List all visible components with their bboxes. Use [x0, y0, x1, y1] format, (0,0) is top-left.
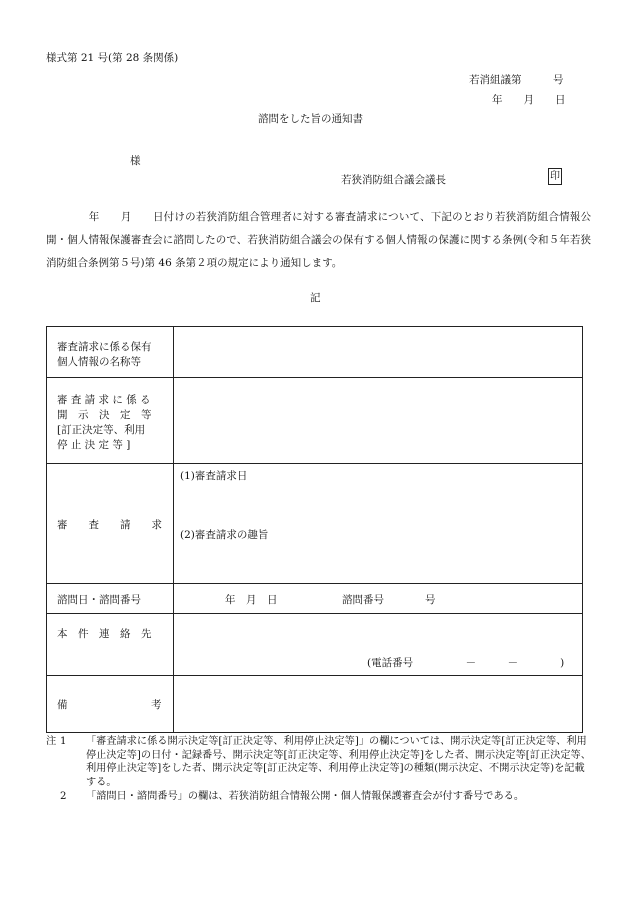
- label-line: 審査請求に係る保有: [57, 341, 152, 353]
- sender-name: 若狭消防組合議会議長: [341, 174, 446, 186]
- label-line: 停 止 決 定 等 ]: [57, 439, 131, 451]
- note-text: 「諮問日・諮問番号」の欄は、若狭消防組合情報公開・個人情報保護審査会が付す番号である。: [86, 791, 525, 802]
- value-cell[interactable]: [174, 676, 582, 732]
- inquiry-number-suffix: 号: [425, 594, 436, 606]
- label-line: [訂正決定等、利用: [57, 424, 146, 436]
- seal-mark: 印: [548, 168, 562, 185]
- table-row: [47, 676, 582, 732]
- value-cell[interactable]: [174, 327, 582, 377]
- label-line: 審 査 請 求 に 係 る: [57, 394, 151, 406]
- row-label: [47, 464, 174, 583]
- note-number: 1: [60, 736, 67, 747]
- phone-number-field: (電話番号 － － ): [367, 657, 565, 669]
- label-line: 諮問日・諮問番号: [57, 594, 141, 606]
- inquiry-date: 年 月 日: [225, 594, 278, 606]
- body-paragraph: 年 月 日付けの若狭消防組合管理者に対する審査請求について、下記のとおり若狭消防組合情報公開・個人情報保護審査会に諮問したので、若狭消防組合議会の保有する個人情報の保護に関する条例(令和５年若狭消防組合条例第５号)第 46 条第２項の規定により通知します。: [46, 211, 591, 269]
- label-line: 開 示 決 定 等: [57, 409, 152, 421]
- row-label: [47, 378, 174, 463]
- note-number: 2: [60, 791, 67, 802]
- value-cell[interactable]: [174, 614, 582, 675]
- document-title: 諮問をした旨の通知書: [258, 113, 363, 125]
- table-row: [47, 378, 582, 464]
- label-line: 個人情報の名称等: [57, 356, 141, 368]
- inquiry-number-label: 諮問番号: [342, 594, 384, 606]
- value-cell[interactable]: [174, 464, 582, 583]
- note-text: 「審査請求に係る開示決定等[訂正決定等、利用停止決定等]」の欄については、開示決定等[訂正決定等、利用停止決定等]の日付・記録番号、開示決定等[訂正決定等、利用停止決定等]をした者、開示決定等[訂正決定等、利用停止決定等]をした者、開示決定等[訂正決定等、利用停止決定等]の種類(開示決定、不開示決定等)を記載する。: [86, 736, 591, 788]
- note-prefix: 注: [46, 736, 57, 747]
- value-cell[interactable]: [174, 584, 582, 613]
- table-row: [47, 614, 582, 676]
- note-item: [46, 790, 591, 804]
- addressee-honorific: 様: [130, 155, 141, 167]
- row-label: [47, 676, 174, 732]
- ki-heading: 記: [310, 292, 321, 304]
- row-label: [47, 584, 174, 613]
- row-label: [47, 327, 174, 377]
- note-item: [46, 735, 591, 789]
- label-line: 本 件 連 絡 先: [57, 628, 152, 640]
- form-number: 様式第 21 号(第 28 条関係): [46, 52, 179, 64]
- document-number: 若消組議第 号: [469, 74, 564, 86]
- document-date: 年 月 日: [492, 94, 566, 106]
- value-cell[interactable]: [174, 378, 582, 463]
- request-purpose-label: (2)審査請求の趣旨: [180, 529, 269, 541]
- label-line: 考: [151, 699, 162, 711]
- row-label: [47, 614, 174, 675]
- form-table: [46, 326, 583, 733]
- request-date-label: (1)審査請求日: [180, 470, 248, 482]
- label-line: 備: [57, 699, 68, 711]
- notes: [46, 735, 591, 804]
- table-row: [47, 584, 582, 614]
- table-row: [47, 327, 582, 378]
- table-row: [47, 464, 582, 584]
- label-line: 審 査 請 求: [57, 519, 162, 531]
